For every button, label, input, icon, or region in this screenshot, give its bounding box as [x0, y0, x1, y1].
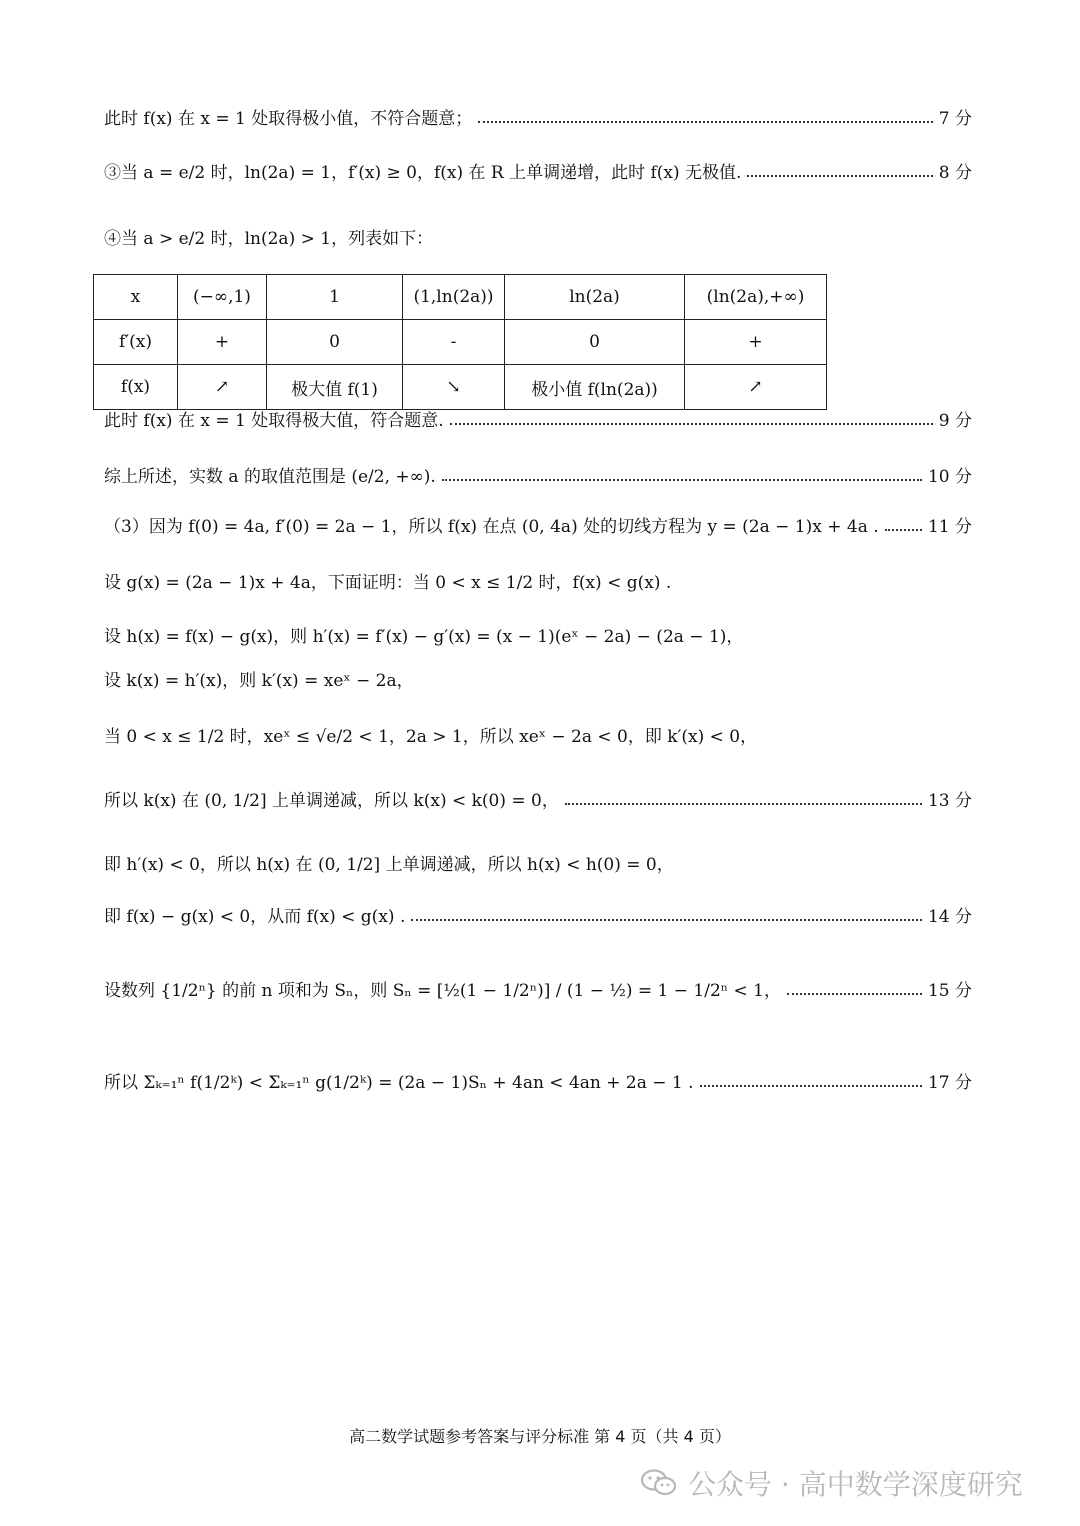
answer-line: 当 0 < x ≤ 1/2 时，xeˣ ≤ √e/2 < 1，2a > 1，所以 xeˣ − 2a < 0，即 k′(x) < 0，: [104, 726, 758, 747]
answer-line: 即 h′(x) < 0，所以 h(x) 在 (0, 1/2] 上单调递减，所以 h(x) < h(0) = 0，: [104, 854, 674, 875]
table-row: [94, 275, 827, 320]
answer-line: 设 k(x) = h′(x)，则 k′(x) = xeˣ − 2a，: [104, 670, 414, 691]
variation-table: [93, 274, 827, 410]
answer-line: 设 h(x) = f(x) − g(x)，则 h′(x) = f′(x) − g′(x) = (x − 1)(eˣ − 2a) − (2a − 1)，: [104, 626, 744, 647]
answer-line: 所以 k(x) 在 (0, 1/2] 上单调递减，所以 k(x) < k(0) = 0， 13 分: [104, 790, 972, 811]
table-cell: (1,ln(2a)): [403, 275, 505, 320]
watermark-text: 公众号 · 高中数学深度研究: [688, 1468, 1023, 1501]
wechat-icon: [640, 1468, 678, 1498]
answer-line: 综上所述，实数 a 的取值范围是 (e/2, +∞). 10 分: [104, 466, 972, 487]
answer-line: ④当 a > e/2 时，ln(2a) > 1，列表如下：: [104, 228, 434, 249]
answer-line: 设数列 {1/2ⁿ} 的前 n 项和为 Sₙ，则 Sₙ = [½(1 − 1/2ⁿ)] / (1 − ½) = 1 − 1/2ⁿ < 1， 15 分: [104, 980, 972, 1001]
page-footer: 高二数学试题参考答案与评分标准 第 4 页（共 4 页）: [349, 1427, 731, 1446]
table-cell: (ln(2a),+∞): [685, 275, 827, 320]
answer-line: 此时 f(x) 在 x = 1 处取得极大值，符合题意. 9 分: [104, 410, 972, 431]
table-cell: ln(2a): [505, 275, 685, 320]
answer-line: 此时 f(x) 在 x = 1 处取得极小值，不符合题意； 7 分: [104, 108, 972, 129]
table-cell: x: [94, 275, 178, 320]
table-cell: +: [178, 320, 267, 365]
answer-line: 设 g(x) = (2a − 1)x + 4a，下面证明：当 0 < x ≤ 1/2 时，f(x) < g(x) .: [104, 572, 672, 593]
table-cell: 1: [267, 275, 403, 320]
table-cell: 0: [267, 320, 403, 365]
answer-line: 即 f(x) − g(x) < 0，从而 f(x) < g(x) . 14 分: [104, 906, 972, 927]
table-cell: -: [403, 320, 505, 365]
table-row: [94, 320, 827, 365]
table-cell: ↗: [685, 365, 827, 410]
table-cell: ↗: [178, 365, 267, 410]
watermark: [640, 1462, 1023, 1504]
table-cell: 极大值 f(1): [267, 365, 403, 410]
table-cell: (−∞,1): [178, 275, 267, 320]
table-cell: f′(x): [94, 320, 178, 365]
answer-line: ③当 a = e/2 时，ln(2a) = 1，f′(x) ≥ 0，f(x) 在 R 上单调递增，此时 f(x) 无极值. 8 分: [104, 162, 972, 183]
table-cell: 极小值 f(ln(2a)): [505, 365, 685, 410]
table-cell: 0: [505, 320, 685, 365]
table-cell: ↘: [403, 365, 505, 410]
answer-line: 所以 Σₖ₌₁ⁿ f(1/2ᵏ) < Σₖ₌₁ⁿ g(1/2ᵏ) = (2a − 1)Sₙ + 4an < 4an + 2a − 1 . 17 分: [104, 1072, 972, 1093]
answer-line: （3）因为 f(0) = 4a, f′(0) = 2a − 1，所以 f(x) 在点 (0, 4a) 处的切线方程为 y = (2a − 1)x + 4a . 11 分: [104, 516, 972, 537]
table-cell: +: [685, 320, 827, 365]
table-cell: f(x): [94, 365, 178, 410]
